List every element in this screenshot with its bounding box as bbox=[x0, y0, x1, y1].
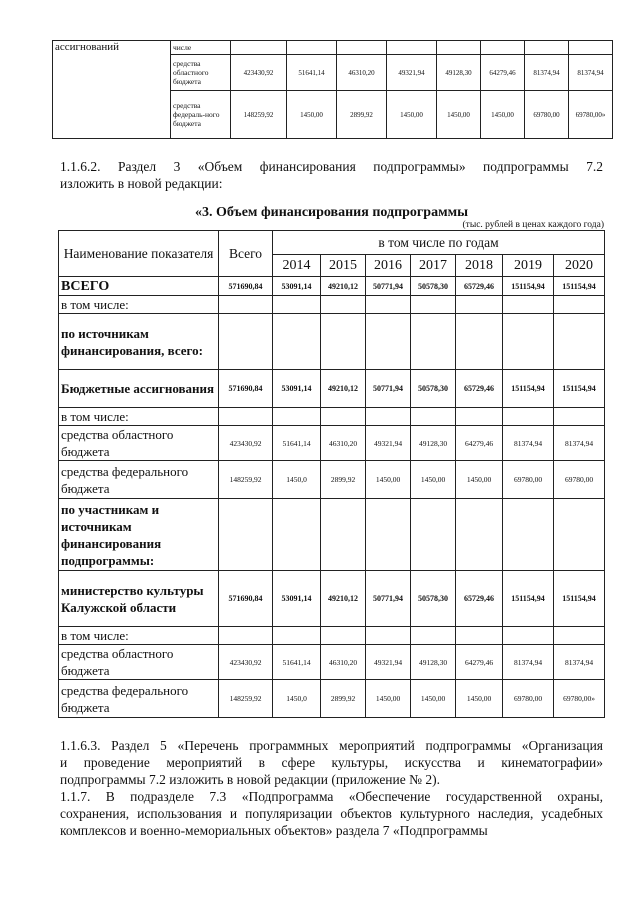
value-cell bbox=[366, 627, 411, 645]
value-cell: 65729,46 bbox=[456, 370, 503, 408]
value-cell bbox=[321, 627, 366, 645]
value-cell bbox=[273, 314, 321, 370]
value-cell bbox=[321, 314, 366, 370]
value-cell: 65729,46 bbox=[456, 277, 503, 296]
value-cell: 51641,14 bbox=[273, 426, 321, 461]
value-cell: 50578,30 bbox=[411, 571, 456, 627]
value-cell: 69780,00 bbox=[554, 461, 605, 499]
value-cell bbox=[554, 314, 605, 370]
value-cell: 81374,94 bbox=[503, 645, 554, 680]
row-label: средства федерального бюджета bbox=[59, 680, 219, 718]
units-note: (тыс. рублей в ценах каждого года) bbox=[462, 220, 604, 230]
fragment-cell: 423430,92 bbox=[231, 55, 287, 91]
fragment-cell bbox=[387, 41, 437, 55]
value-cell bbox=[366, 296, 411, 314]
value-cell bbox=[366, 408, 411, 426]
value-cell bbox=[219, 627, 273, 645]
value-cell: 69780,00 bbox=[503, 461, 554, 499]
value-cell bbox=[456, 314, 503, 370]
table-row bbox=[59, 277, 605, 296]
name-column-header: Наименование показателя bbox=[59, 231, 219, 277]
fragment-cell: 1450,00 bbox=[387, 91, 437, 139]
value-cell bbox=[366, 499, 411, 571]
value-cell bbox=[554, 499, 605, 571]
value-cell bbox=[219, 296, 273, 314]
row-label: ВСЕГО bbox=[59, 277, 219, 296]
value-cell: 571690,84 bbox=[219, 370, 273, 408]
table-row bbox=[59, 408, 605, 426]
value-cell: 148259,92 bbox=[219, 461, 273, 499]
value-cell: 151154,94 bbox=[503, 370, 554, 408]
value-cell: 50771,94 bbox=[366, 370, 411, 408]
fragment-cell: 51641,14 bbox=[287, 55, 337, 91]
years-group-header: в том числе по годам bbox=[273, 231, 605, 255]
value-cell: 49128,30 bbox=[411, 426, 456, 461]
table-row bbox=[59, 571, 605, 627]
value-cell: 65729,46 bbox=[456, 571, 503, 627]
value-cell: 1450,00 bbox=[411, 461, 456, 499]
fragment-cell bbox=[569, 41, 613, 55]
fragment-cell: 69780,00» bbox=[569, 91, 613, 139]
value-cell: 1450,00 bbox=[366, 680, 411, 718]
value-cell: 50578,30 bbox=[411, 277, 456, 296]
value-cell: 151154,94 bbox=[554, 571, 605, 627]
value-cell bbox=[321, 408, 366, 426]
value-cell bbox=[456, 499, 503, 571]
value-cell: 53091,14 bbox=[273, 571, 321, 627]
value-cell bbox=[219, 499, 273, 571]
fragment-cell: 64279,46 bbox=[481, 55, 525, 91]
value-cell: 49128,30 bbox=[411, 645, 456, 680]
value-cell bbox=[321, 296, 366, 314]
value-cell: 1450,00 bbox=[411, 680, 456, 718]
text-line: сохранения, использования и популяризации объектов культурного наследия, усадебных bbox=[60, 806, 603, 821]
row-label: в том числе: bbox=[59, 627, 219, 645]
value-cell: 2899,92 bbox=[321, 680, 366, 718]
fragment-cell: 148259,92 bbox=[231, 91, 287, 139]
fragment-cell: 81374,94 bbox=[525, 55, 569, 91]
fragment-cell: 49128,30 bbox=[437, 55, 481, 91]
value-cell: 423430,92 bbox=[219, 426, 273, 461]
value-cell: 423430,92 bbox=[219, 645, 273, 680]
value-cell bbox=[456, 408, 503, 426]
value-cell bbox=[219, 314, 273, 370]
value-cell bbox=[219, 408, 273, 426]
fragment-cell: 46310,20 bbox=[337, 55, 387, 91]
value-cell: 2899,92 bbox=[321, 461, 366, 499]
row-label: по источникам финансирования, всего: bbox=[59, 314, 219, 370]
fragment-cell: 81374,94 bbox=[569, 55, 613, 91]
value-cell: 49321,94 bbox=[366, 645, 411, 680]
year-header-2016: 2016 bbox=[366, 255, 411, 277]
value-cell: 64279,46 bbox=[456, 645, 503, 680]
fragment-cell bbox=[481, 41, 525, 55]
value-cell bbox=[273, 499, 321, 571]
value-cell: 51641,14 bbox=[273, 645, 321, 680]
previous-table-fragment bbox=[52, 40, 613, 139]
value-cell bbox=[411, 627, 456, 645]
value-cell bbox=[411, 499, 456, 571]
value-cell bbox=[411, 314, 456, 370]
value-cell bbox=[503, 627, 554, 645]
row-label: министерство культуры Калужской области bbox=[59, 571, 219, 627]
fragment-cell: 1450,00 bbox=[437, 91, 481, 139]
value-cell bbox=[554, 296, 605, 314]
row-label: по участникам и источникам финансирования подпрограммы: bbox=[59, 499, 219, 571]
value-cell: 49210,12 bbox=[321, 571, 366, 627]
value-cell: 46310,20 bbox=[321, 645, 366, 680]
row-label: средства областного бюджета bbox=[59, 645, 219, 680]
value-cell bbox=[411, 408, 456, 426]
value-cell: 1450,0 bbox=[273, 461, 321, 499]
table-row bbox=[59, 461, 605, 499]
text-line: 1.1.6.3. Раздел 5 «Перечень программных мероприятий подпрограммы «Организация bbox=[60, 738, 603, 753]
fragment-row bbox=[53, 41, 613, 55]
row-label: средства федерального бюджета bbox=[59, 461, 219, 499]
value-cell: 69780,00» bbox=[554, 680, 605, 718]
value-cell: 151154,94 bbox=[503, 277, 554, 296]
year-header-2017: 2017 bbox=[411, 255, 456, 277]
section-title: «3. Объем финансирования подпрограммы bbox=[195, 205, 469, 220]
value-cell: 49210,12 bbox=[321, 370, 366, 408]
table-row bbox=[59, 314, 605, 370]
value-cell: 1450,00 bbox=[456, 461, 503, 499]
fragment-cell: 1450,00 bbox=[481, 91, 525, 139]
fragment-label: ассигнований bbox=[53, 41, 171, 139]
year-header-2020: 2020 bbox=[554, 255, 605, 277]
year-header-2014: 2014 bbox=[273, 255, 321, 277]
value-cell: 1450,0 bbox=[273, 680, 321, 718]
text-line: 1.1.7. В подразделе 7.3 «Подпрограмма «Обеспечение государственной охраны, bbox=[60, 789, 603, 804]
fragment-sublabel: средства федераль-ного бюджета bbox=[171, 91, 231, 139]
value-cell bbox=[456, 627, 503, 645]
paragraph-1-1-6-3 bbox=[60, 737, 603, 788]
fragment-cell: 1450,00 bbox=[287, 91, 337, 139]
year-header-2019: 2019 bbox=[503, 255, 554, 277]
fragment-cell bbox=[231, 41, 287, 55]
fragment-sublabel: числе bbox=[171, 41, 231, 55]
value-cell: 49321,94 bbox=[366, 426, 411, 461]
value-cell: 64279,46 bbox=[456, 426, 503, 461]
fragment-cell: 69780,00 bbox=[525, 91, 569, 139]
table-row bbox=[59, 627, 605, 645]
paragraph-1-1-6-2 bbox=[60, 158, 603, 192]
value-cell: 151154,94 bbox=[503, 571, 554, 627]
value-cell: 50771,94 bbox=[366, 571, 411, 627]
value-cell: 571690,84 bbox=[219, 277, 273, 296]
value-cell bbox=[503, 499, 554, 571]
value-cell bbox=[273, 408, 321, 426]
value-cell bbox=[554, 408, 605, 426]
table-row bbox=[59, 680, 605, 718]
value-cell bbox=[456, 296, 503, 314]
text-line: изложить в новой редакции: bbox=[60, 176, 223, 191]
value-cell: 81374,94 bbox=[554, 645, 605, 680]
text-line: подпрограммы 7.2 изложить в новой редакции (приложение № 2). bbox=[60, 772, 440, 787]
value-cell: 1450,00 bbox=[366, 461, 411, 499]
value-cell bbox=[503, 296, 554, 314]
fragment-cell bbox=[525, 41, 569, 55]
table-row bbox=[59, 296, 605, 314]
value-cell: 53091,14 bbox=[273, 370, 321, 408]
paragraph-1-1-7 bbox=[60, 788, 603, 839]
value-cell bbox=[366, 314, 411, 370]
year-header-2015: 2015 bbox=[321, 255, 366, 277]
value-cell: 81374,94 bbox=[503, 426, 554, 461]
value-cell bbox=[273, 296, 321, 314]
value-cell bbox=[503, 314, 554, 370]
value-cell: 151154,94 bbox=[554, 277, 605, 296]
table-row bbox=[59, 645, 605, 680]
fragment-cell: 2899,92 bbox=[337, 91, 387, 139]
text-line: комплексов и военно-мемориальных объектов» раздела 7 «Подпрограммы bbox=[60, 823, 488, 838]
row-label: Бюджетные ассигнования bbox=[59, 370, 219, 408]
value-cell: 46310,20 bbox=[321, 426, 366, 461]
value-cell: 49210,12 bbox=[321, 277, 366, 296]
value-cell: 81374,94 bbox=[554, 426, 605, 461]
fragment-cell bbox=[437, 41, 481, 55]
value-cell bbox=[554, 627, 605, 645]
value-cell: 148259,92 bbox=[219, 680, 273, 718]
value-cell: 69780,00 bbox=[503, 680, 554, 718]
value-cell: 151154,94 bbox=[554, 370, 605, 408]
value-cell bbox=[503, 408, 554, 426]
fragment-cell: 49321,94 bbox=[387, 55, 437, 91]
year-header-2018: 2018 bbox=[456, 255, 503, 277]
table-row bbox=[59, 426, 605, 461]
fragment-sublabel: средства областного бюджета bbox=[171, 55, 231, 91]
row-label: в том числе: bbox=[59, 408, 219, 426]
table-header-row-1 bbox=[59, 231, 605, 255]
value-cell bbox=[321, 499, 366, 571]
value-cell bbox=[411, 296, 456, 314]
value-cell: 50771,94 bbox=[366, 277, 411, 296]
financing-table bbox=[58, 230, 605, 718]
total-column-header: Всего bbox=[219, 231, 273, 277]
value-cell: 1450,00 bbox=[456, 680, 503, 718]
text-line: и проведение мероприятий в сфере культуры, искусства и кинематографии» bbox=[60, 755, 603, 770]
value-cell: 53091,14 bbox=[273, 277, 321, 296]
row-label: средства областного бюджета bbox=[59, 426, 219, 461]
table-row bbox=[59, 499, 605, 571]
text-line: 1.1.6.2. Раздел 3 «Объем финансирования подпрограммы» подпрограммы 7.2 bbox=[60, 159, 603, 174]
value-cell: 571690,84 bbox=[219, 571, 273, 627]
fragment-cell bbox=[287, 41, 337, 55]
table-row bbox=[59, 370, 605, 408]
fragment-cell bbox=[337, 41, 387, 55]
value-cell: 50578,30 bbox=[411, 370, 456, 408]
row-label: в том числе: bbox=[59, 296, 219, 314]
value-cell bbox=[273, 627, 321, 645]
